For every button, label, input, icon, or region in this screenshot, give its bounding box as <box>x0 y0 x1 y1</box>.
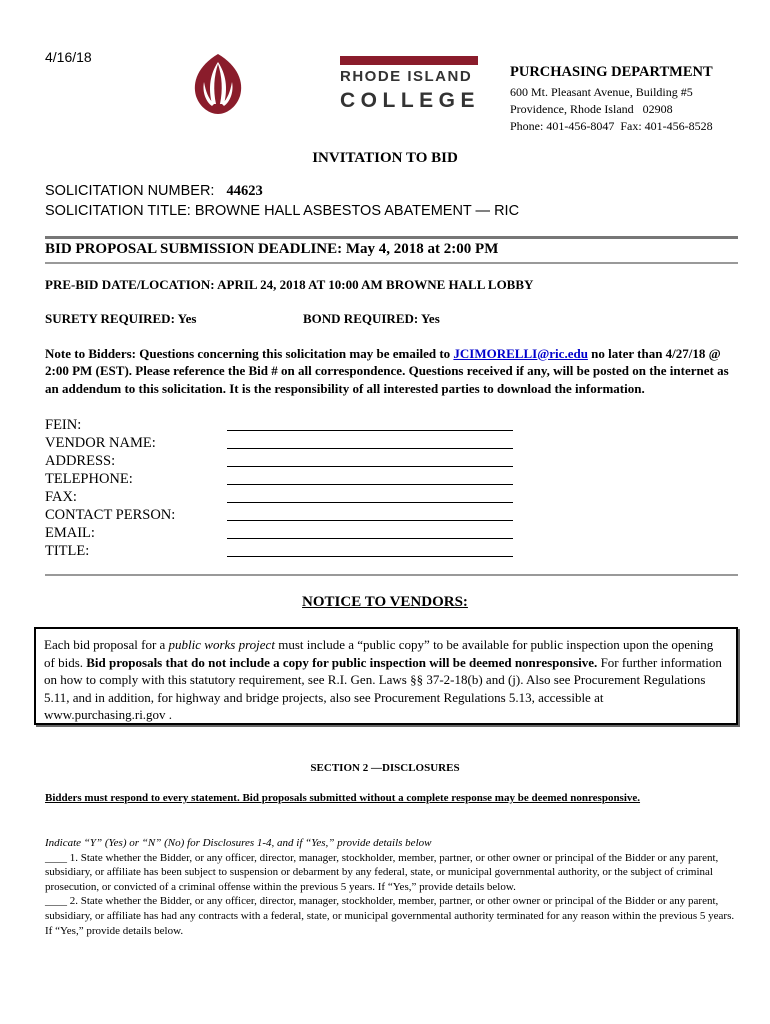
notice-text-italic: public works project <box>168 637 275 652</box>
divider <box>45 236 738 239</box>
notice-text-part: must include a “public copy” to be available for public inspection upon the opening of bids. <box>44 637 714 670</box>
bond-required: BOND REQUIRED: Yes <box>303 311 440 326</box>
department-address-line2: Providence, Rhode Island 02908 <box>510 102 673 116</box>
notice-text-part: Each bid proposal for a <box>44 637 169 652</box>
solicitation-number <box>45 183 263 200</box>
solicitation-number-value: 44623 <box>226 183 263 199</box>
email-field[interactable] <box>227 538 513 539</box>
logo-bar <box>340 56 478 65</box>
note-to-bidders <box>45 327 735 397</box>
field-label-title: TITLE: <box>45 543 90 559</box>
notice-text <box>44 636 724 724</box>
notice-title: NOTICE TO VENDORS: <box>302 594 468 610</box>
section-title: SECTION 2 —DISCLOSURES <box>310 762 460 774</box>
fax-field[interactable] <box>227 502 513 503</box>
divider <box>45 262 738 264</box>
disclosure-instruction: Indicate “Y” (Yes) or “N” (No) for Disclosures 1-4, and if “Yes,” provide details below <box>45 837 432 849</box>
field-label-vendor-name: VENDOR NAME: <box>45 435 156 451</box>
field-label-fein: FEIN: <box>45 417 82 433</box>
document-date: 4/16/18 <box>45 49 92 65</box>
bid-deadline-value: : May 4, 2018 at 2:00 PM <box>337 241 499 257</box>
logo-text-college: COLLEGE <box>340 89 481 112</box>
prebid-info: PRE-BID DATE/LOCATION: APRIL 24, 2018 AT 10:00 AM BROWNE HALL LOBBY <box>45 277 534 292</box>
solicitation-title: SOLICITATION TITLE: BROWNE HALL ASBESTOS ABATEMENT — RIC <box>45 203 520 219</box>
note-text-continued: no later than 4/27/18 @ 2:00 PM (EST). Please reference the Bid # on all correspondence. Questions received if any, will be posted on the internet as an addendum to this solicitation. It is the responsibility of all interested parties to download the information. <box>45 345 729 396</box>
title-field[interactable] <box>227 556 513 557</box>
notice-text-part: For further information on how to comply with this statutory requirement, see R.I. Gen. Laws §§ 37-2-18(b) and (j). Also see Procurement Regulations 5.11, and in addition, for highway and bridge projects, also see Procurement Regulations 5.13, accessible at www.purchasing.ri.gov . <box>44 654 722 722</box>
disclosure-item-1: ____ 1. State whether the Bidder, or any officer, director, manager, stockholder, member, partner, or other owner or principal of the Bidder or any parent, subsidiary, or affiliate has been subject to suspension or debarment by any federal, state, or municipal governmental authority, or the subject of criminal prosecution, or convicted of a criminal offense within the previous 5 years. If “Yes,” provide details below. <box>45 851 719 893</box>
contact-person-field[interactable] <box>227 520 513 521</box>
document-title: INVITATION TO BID <box>312 150 458 166</box>
field-label-telephone: TELEPHONE: <box>45 471 133 487</box>
disclosure-item-2: ____ 2. State whether the Bidder, or any officer, director, manager, stockholder, member, partner, or other owner or principal of the Bidder or any parent, subsidiary, or affiliate has had any contracts with a federal, state, or municipal governmental authority terminated for any reason within the previous 5 years. If “Yes,” provide details below. <box>45 895 735 937</box>
telephone-field[interactable] <box>227 484 513 485</box>
logo-text-rhode-island: RHODE ISLAND <box>340 68 473 85</box>
address-field[interactable] <box>227 466 513 467</box>
bidders-instruction: Bidders must respond to every statement. Bid proposals submitted without a complete response may be deemed nonresponsive. <box>45 792 641 804</box>
divider <box>45 574 738 576</box>
notice-text-bold: Bid proposals that do not include a copy for public inspection will be deemed nonresponsive. <box>86 654 598 670</box>
solicitation-number-label: SOLICITATION NUMBER: <box>45 183 227 199</box>
disclosures <box>45 836 735 938</box>
surety-required: SURETY REQUIRED: Yes <box>45 311 197 326</box>
field-label-address: ADDRESS: <box>45 453 116 469</box>
department-phone: Phone: 401-456-8047 Fax: 401-456-8528 <box>510 119 713 133</box>
bid-deadline-label: BID PROPOSAL SUBMISSION DEADLINE <box>45 241 338 257</box>
note-text: Note to Bidders: Questions concerning this solicitation may be emailed to <box>45 345 454 361</box>
contact-email-link[interactable]: JCIMORELLI@ric.edu <box>453 345 588 361</box>
department-title: PURCHASING DEPARTMENT <box>510 64 713 80</box>
department-address-line1: 600 Mt. Pleasant Avenue, Building #5 <box>510 85 693 99</box>
field-label-contact-person: CONTACT PERSON: <box>45 507 176 523</box>
field-label-fax: FAX: <box>45 489 77 505</box>
bid-deadline <box>45 241 498 258</box>
fein-field[interactable] <box>227 430 513 431</box>
rhode-island-college-logo-icon <box>190 52 246 116</box>
vendor-name-field[interactable] <box>227 448 513 449</box>
field-label-email: EMAIL: <box>45 525 95 541</box>
